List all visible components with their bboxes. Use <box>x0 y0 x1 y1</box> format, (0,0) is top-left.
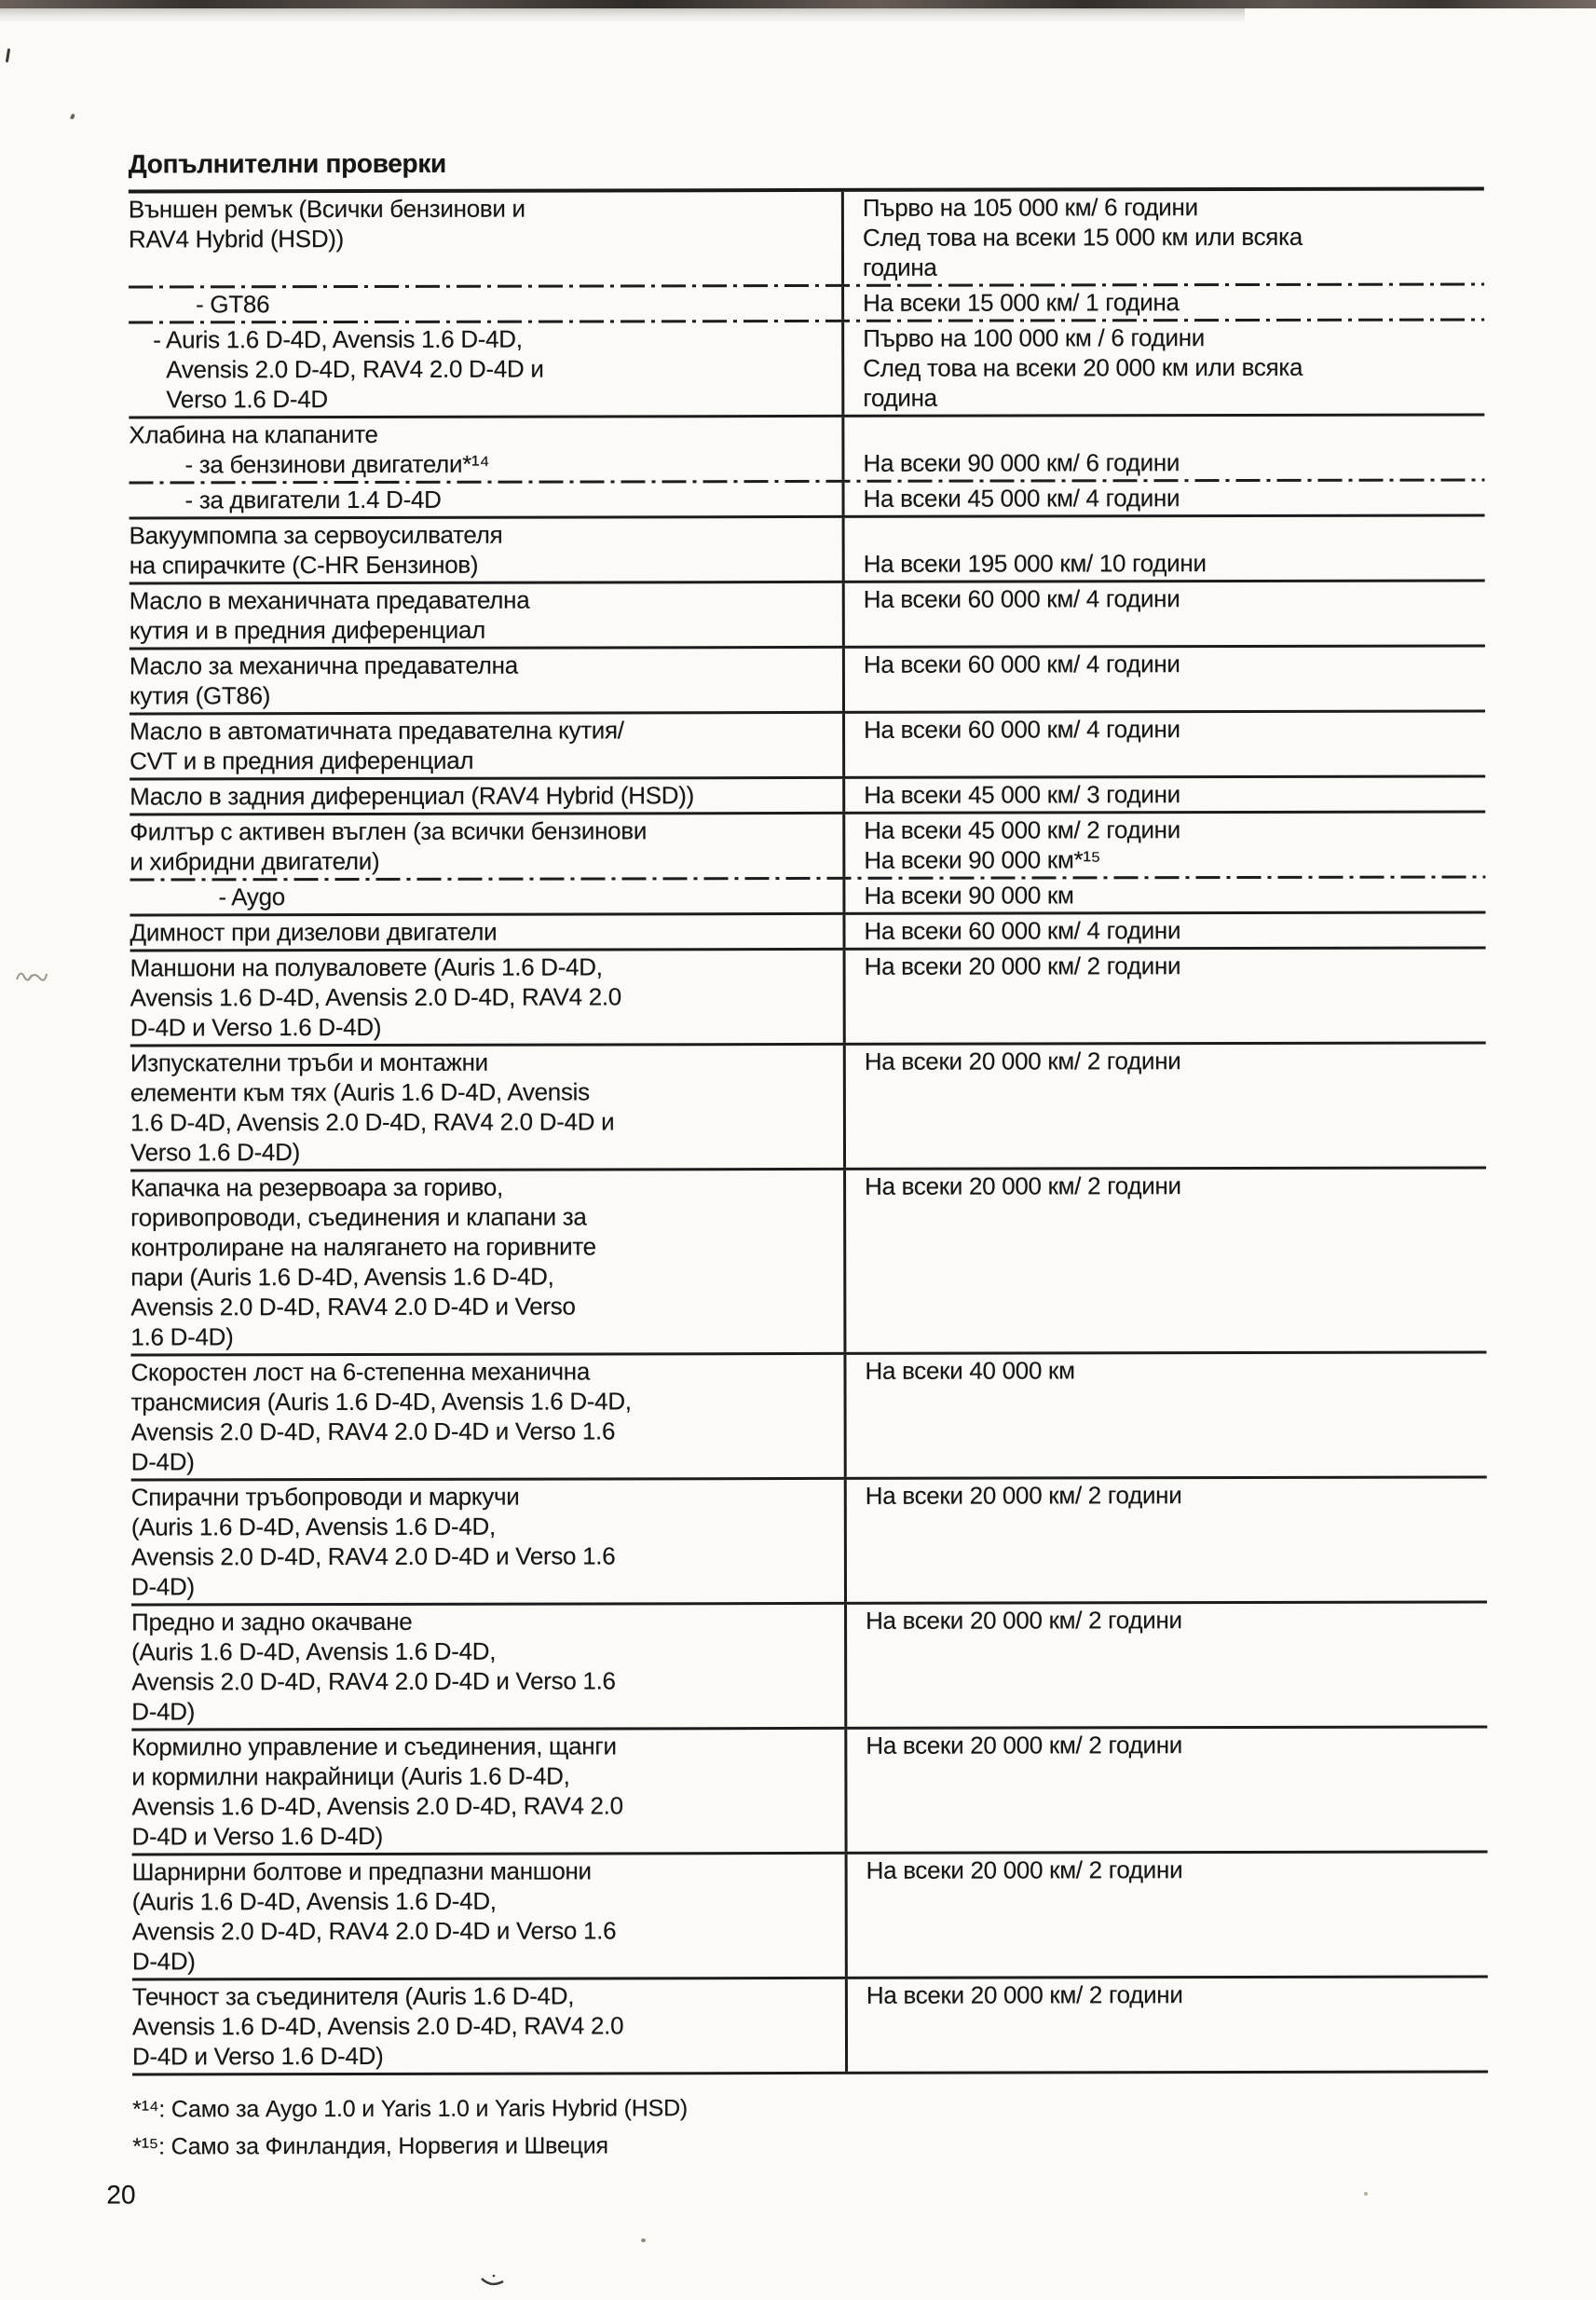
service-item-line: - за бензинови двигатели*¹⁴ <box>184 449 490 479</box>
interval-cell <box>843 949 1486 1042</box>
table-row-maslo-zaden-diferencial <box>130 777 1485 813</box>
table-row-kapachka-rezervoar <box>130 1169 1486 1353</box>
bottom-scan-mark <box>480 2274 506 2289</box>
service-item-line: и хибридни двигатели) <box>130 846 380 876</box>
service-item-line: Avensis 2.0 D-4D, RAV4 2.0 D-4D и <box>166 354 544 384</box>
interval-cell <box>842 878 1485 911</box>
service-item-line: D-4D) <box>130 1572 195 1601</box>
service-item-cell <box>130 880 842 914</box>
service-item-line: Спирачни тръбопроводи и маркучи <box>130 1482 520 1512</box>
service-item-line: Avensis 1.6 D-4D, Avensis 2.0 D-4D, RAV4 2.0 <box>131 2011 624 2041</box>
interval-line: На всеки 45 000 км/ 2 години <box>864 815 1180 844</box>
service-item-line: Avensis 2.0 D-4D, RAV4 2.0 D-4D и Verso 1.6 <box>130 1541 616 1571</box>
service-item-line: Изпускателни тръби и монтажни <box>130 1047 488 1077</box>
service-item-cell <box>131 1480 844 1604</box>
interval-line: След това на всеки 15 000 км или всяка <box>862 222 1303 252</box>
interval-line: На всеки 20 000 км/ 2 години <box>864 1047 1181 1075</box>
service-item-line: 1.6 D-4D, Avensis 2.0 D-4D, RAV4 2.0 D-4D и <box>130 1107 615 1137</box>
service-item-cell <box>130 815 842 879</box>
service-item-cell <box>130 483 842 517</box>
service-item-line: кутия (GT86) <box>129 681 271 710</box>
interval-cell <box>843 1353 1486 1476</box>
service-item-line: Скоростен лост на 6-степенна механична <box>130 1357 591 1387</box>
interval-cell <box>844 1478 1487 1601</box>
interval-cell <box>842 516 1485 580</box>
service-item-line: D-4D и Verso 1.6 D-4D) <box>131 1821 384 1851</box>
service-item-line: - Aygo <box>218 883 285 911</box>
service-item-line: Avensis 1.6 D-4D, Avensis 2.0 D-4D, RAV4 2.0 <box>131 1791 623 1821</box>
interval-cell <box>842 481 1485 514</box>
table-row-vakuumpompa <box>130 516 1485 582</box>
service-item-line: (Auris 1.6 D-4D, Avensis 1.6 D-4D, <box>131 1636 497 1666</box>
service-item-line: и кормилни накрайници (Auris 1.6 D-4D, <box>131 1761 570 1791</box>
service-item-line: Avensis 2.0 D-4D, RAV4 2.0 D-4D и Verso 1.6 <box>130 1417 616 1446</box>
table-row-izpuskatelni-trabi <box>130 1044 1486 1169</box>
service-item-line: Avensis 2.0 D-4D, RAV4 2.0 D-4D и Verso <box>130 1292 576 1321</box>
service-item-line: горивопроводи, съединения и клапани за <box>130 1202 587 1232</box>
maintenance-intervals-table <box>129 186 1488 2075</box>
service-item-cell <box>131 1730 844 1854</box>
service-item-cell <box>131 1605 844 1729</box>
interval-cell <box>842 777 1485 811</box>
interval-line: На всеки 90 000 км/ 6 години <box>863 448 1180 477</box>
interval-cell <box>842 712 1485 775</box>
interval-cell <box>844 1728 1487 1851</box>
page-title: Допълнителни проверки <box>128 148 446 179</box>
table-row-filtar-aygo <box>130 878 1485 913</box>
interval-cell <box>845 1853 1488 1976</box>
table-row-kormilno-upravlenie <box>131 1728 1487 1853</box>
table-row-diesel-remak <box>129 321 1484 416</box>
service-item-cell <box>130 583 842 648</box>
table-row-vanshen-remak <box>129 190 1484 285</box>
interval-line: След това на всеки 20 000 км или всяка <box>863 352 1303 382</box>
interval-line: На всеки 20 000 км/ 2 години <box>866 1855 1183 1884</box>
service-item-line: пари (Auris 1.6 D-4D, Avensis 1.6 D-4D, <box>130 1262 554 1292</box>
interval-line: На всеки 20 000 км/ 2 години <box>864 951 1181 980</box>
service-item-line: Масло в механичната предавателна <box>129 585 530 615</box>
service-item-line: елементи към тях (Auris 1.6 D-4D, Avensis <box>130 1077 590 1107</box>
service-item-line: (Auris 1.6 D-4D, Avensis 1.6 D-4D, <box>131 1886 497 1916</box>
margin-scribble <box>15 965 48 984</box>
service-item-cell <box>129 418 841 482</box>
service-item-line: Avensis 2.0 D-4D, RAV4 2.0 D-4D и Verso 1.6 <box>131 1916 617 1946</box>
scan-dot <box>641 2238 646 2242</box>
interval-cell <box>845 1978 1488 2071</box>
service-item-line: CVT и в предния диференциал <box>130 746 474 775</box>
interval-cell <box>843 1169 1486 1351</box>
table-row-spirachni-traboprovodi <box>131 1478 1487 1603</box>
service-item-line: Капачка на резервоара за гориво, <box>130 1172 503 1202</box>
table-row-technost-saedinitel <box>132 1978 1488 2073</box>
interval-line: На всеки 60 000 км/ 4 години <box>863 584 1180 613</box>
interval-cell <box>844 1603 1487 1726</box>
service-item-line: Предно и задно окачване <box>131 1607 413 1636</box>
service-item-line: Шарнирни болтове и предпазни маншони <box>131 1856 592 1886</box>
interval-line: На всеки 20 000 км/ 2 години <box>866 1731 1183 1759</box>
table-row-dimnost <box>130 913 1485 949</box>
service-item-cell <box>130 518 842 582</box>
interval-cell <box>843 1044 1486 1167</box>
service-item-line: Маншони на полуваловете (Auris 1.6 D-4D, <box>130 952 603 982</box>
interval-cell <box>842 582 1485 645</box>
service-item-line: D-4D и Verso 1.6 D-4D) <box>130 1012 382 1042</box>
service-item-line: Димност при дизелови двигатели <box>130 917 498 947</box>
service-item-cell <box>129 287 841 322</box>
service-item-cell <box>130 1171 843 1354</box>
service-item-line: контролиране на налягането на горивните <box>130 1232 596 1262</box>
table-row-hlabina-14d4d <box>130 481 1485 516</box>
service-item-line: Външен ремък (Всички бензинови и <box>128 194 525 224</box>
interval-line: година <box>862 253 937 281</box>
service-item-line: 1.6 D-4D) <box>130 1322 234 1351</box>
table-row-hlabina-benzinovi <box>129 416 1484 481</box>
page-content <box>129 145 1489 2165</box>
service-item-cell <box>132 1855 845 1978</box>
interval-line: На всеки 45 000 км/ 3 години <box>864 780 1180 809</box>
table-row-maslo-mehanichna <box>130 582 1485 647</box>
interval-line <box>863 417 1484 447</box>
table-row-filtar-vaglen <box>130 813 1485 878</box>
service-item-cell <box>130 779 842 814</box>
service-item-line: Масло за механична предавателна <box>129 650 518 680</box>
service-item-cell <box>130 915 842 950</box>
interval-line: На всеки 15 000 км/ 1 година <box>863 288 1180 317</box>
interval-line: На всеки 90 000 км <box>864 881 1074 910</box>
interval-line: година <box>863 383 937 412</box>
service-item-line: (Auris 1.6 D-4D, Avensis 1.6 D-4D, <box>130 1512 496 1541</box>
interval-line: На всеки 60 000 км/ 4 години <box>864 916 1181 945</box>
page-number: 20 <box>106 2180 136 2210</box>
service-item-line: Течност за съединителя (Auris 1.6 D-4D, <box>131 1981 575 2011</box>
table-row-maslo-avtomatichna <box>130 712 1485 777</box>
service-item-line: D-4D) <box>131 1697 196 1726</box>
table-row-skorosten-lost <box>130 1353 1486 1478</box>
service-item-line: D-4D и Verso 1.6 D-4D) <box>132 2041 384 2071</box>
interval-cell <box>841 190 1484 283</box>
table-row-gt86-remak <box>129 285 1484 321</box>
table-row-maslo-gt86 <box>130 647 1485 712</box>
interval-line: Първо на 105 000 км/ 6 години <box>862 193 1198 222</box>
interval-cell <box>841 321 1484 414</box>
service-item-line: Филтър с активен въглен (за всички бензинови <box>130 816 648 846</box>
interval-line: На всеки 60 000 км/ 4 години <box>863 650 1180 678</box>
interval-line: На всеки 195 000 км/ 10 години <box>863 549 1207 578</box>
service-item-cell <box>130 1355 843 1479</box>
service-item-cell <box>132 1979 845 2074</box>
service-item-cell <box>130 1046 843 1170</box>
interval-line: На всеки 60 000 км/ 4 години <box>864 715 1180 744</box>
service-item-line: - GT86 <box>196 290 270 319</box>
service-item-line: Avensis 1.6 D-4D, Avensis 2.0 D-4D, RAV4 2.0 <box>130 982 621 1012</box>
service-item-line: Avensis 2.0 D-4D, RAV4 2.0 D-4D и Verso 1.6 <box>131 1666 616 1696</box>
interval-line: На всеки 45 000 км/ 4 години <box>863 484 1180 513</box>
service-item-cell <box>130 649 842 713</box>
interval-line: Първо на 100 000 км / 6 години <box>863 323 1206 352</box>
interval-cell <box>842 647 1485 710</box>
service-item-cell <box>129 322 841 417</box>
footnote: *¹⁴: Само за Aygo 1.0 и Yaris 1.0 и Yaris Hybrid (HSD) <box>132 2095 689 2123</box>
service-item-line: Вакуумпомпа за сервоусилвателя <box>129 520 503 550</box>
interval-line: На всеки 40 000 км <box>865 1356 1075 1385</box>
service-item-line: трансмисия (Auris 1.6 D-4D, Avensis 1.6 D-4D, <box>130 1387 632 1417</box>
interval-line: На всеки 20 000 км/ 2 години <box>865 1481 1182 1510</box>
footnotes <box>132 2088 1488 2165</box>
interval-line: На всеки 20 000 км/ 2 години <box>866 1980 1183 2009</box>
interval-cell <box>842 913 1485 947</box>
table-row-manshoni-poluvalove <box>130 949 1486 1044</box>
interval-line: На всеки 20 000 км/ 2 години <box>866 1606 1182 1635</box>
table-row-sharnirni-boltove <box>132 1853 1488 1978</box>
interval-line: На всеки 20 000 км/ 2 години <box>865 1171 1181 1200</box>
service-item-line: Verso 1.6 D-4D) <box>130 1138 300 1167</box>
service-item-line: Масло в автоматичната предавателна кутия/ <box>130 716 624 746</box>
service-item-cell <box>130 714 842 778</box>
service-item-line: на спирачките (C-HR Бензинов) <box>129 550 479 580</box>
interval-line <box>864 517 1485 548</box>
table-row-predno-zadno-okachvane <box>131 1603 1487 1728</box>
service-item-line: RAV4 Hybrid (HSD)) <box>128 225 345 253</box>
service-item-line: D-4D) <box>130 1447 195 1476</box>
interval-line: На всеки 90 000 км*¹⁵ <box>864 845 1101 874</box>
interval-cell <box>841 416 1484 479</box>
service-item-line: Verso 1.6 D-4D <box>166 385 328 414</box>
service-item-line: Масло в задния диференциал (RAV4 Hybrid (HSD)) <box>130 781 694 811</box>
service-item-line: - Auris 1.6 D-4D, Avensis 1.6 D-4D, <box>153 324 523 354</box>
service-item-line: - за двигатели 1.4 D-4D <box>184 485 442 514</box>
service-item-line: кутия и в предния диференциал <box>129 615 486 645</box>
scan-dot <box>1364 2192 1368 2196</box>
interval-cell <box>841 285 1484 319</box>
interval-cell <box>842 813 1485 876</box>
service-item-cell <box>130 951 843 1045</box>
service-item-line: Хлабина на клапаните <box>129 419 378 449</box>
service-item-line: Кормилно управление и съединения, щанги <box>131 1732 617 1761</box>
service-item-line: D-4D) <box>131 1947 196 1976</box>
footnote: *¹⁵: Само за Финландия, Норвегия и Швеция <box>132 2132 608 2160</box>
service-item-cell <box>129 192 841 286</box>
